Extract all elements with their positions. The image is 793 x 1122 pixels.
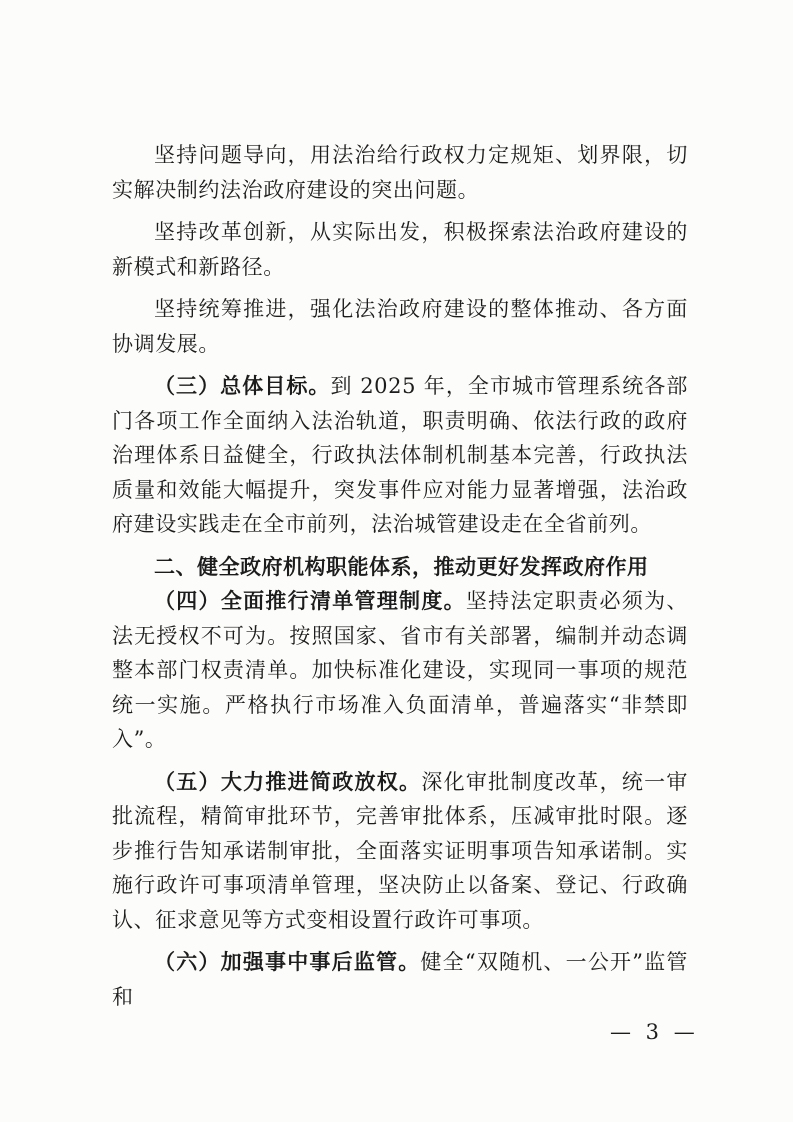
section-heading: 二、健全政府机构职能体系，推动更好发挥政府作用 — [154, 554, 649, 579]
paragraph-reform-innovation — [112, 215, 688, 284]
paragraph-lead: （五）大力推进简政放权。 — [154, 769, 422, 794]
paragraph-streamline-administration — [112, 765, 688, 938]
paragraph-problem-oriented — [112, 138, 688, 207]
paragraph-text: 坚持改革创新，从实际出发，积极探索法治政府建设的新模式和新路径。 — [112, 220, 688, 279]
document-body — [112, 138, 688, 1014]
paragraph-text: 深化审批制度改革，统一审批流程，精简审批环节，完善审批体系，压减审批时限。逐步推行告知承诺制审批，全面落实证明事项告知承诺制。实施行政许可事项清单管理，坚决防止以备案、登记、行政确认、征求意见等方式变相设置行政许可事项。 — [112, 769, 689, 932]
paragraph-lead: （三）总体目标。 — [154, 374, 331, 398]
paragraph-text: 坚持问题导向，用法治给行政权力定规矩、划界限，切实解决制约法治政府建设的突出问题。 — [112, 143, 688, 202]
paragraph-text: 到 2025 年，全市城市管理系统各部门各项工作全面纳入法治轨道，职责明确、依法行政的政府治理体系日益健全，行政执法体制机制基本完善，行政执法质量和效能大幅提升，突发事件应对能力显著增强，法治政府建设实践走在全市前列，法治城管建设走在全省前列。 — [112, 374, 688, 536]
paragraph-lead: （六）加强事中事后监管。 — [154, 950, 421, 974]
paragraph-overall-goal — [112, 369, 688, 542]
paragraph-text: 健全“双随机、一公开”监管和 — [112, 950, 688, 1009]
paragraph-lead: （四）全面推行清单管理制度。 — [154, 589, 466, 613]
paragraph-text: 坚持法定职责必须为、法无授权不可为。按照国家、省市有关部署，编制并动态调整本部门权责清单。加快标准化建设，实现同一事项的规范统一实施。严格执行市场准入负面清单，普遍落实“非禁即入”。 — [112, 589, 688, 751]
paragraph-coordinated-promotion — [112, 292, 688, 361]
paragraph-supervision — [112, 945, 688, 1014]
paragraph-text: 坚持统筹推进，强化法治政府建设的整体推动、各方面协调发展。 — [112, 297, 688, 356]
paragraph-list-management — [112, 584, 688, 757]
page-number: — 3 — — [610, 1020, 699, 1044]
